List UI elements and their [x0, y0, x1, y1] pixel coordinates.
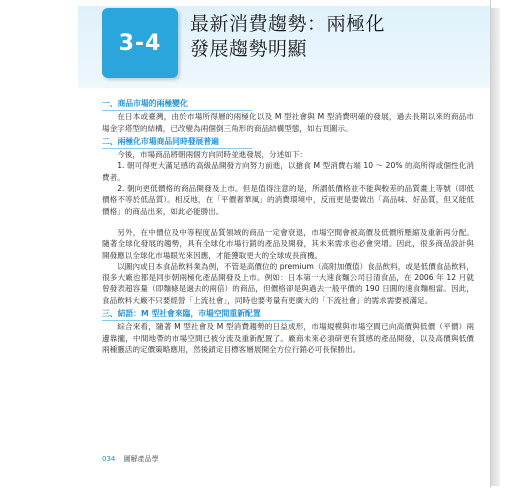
paragraph: 今後，市場商品將朝兩個方向同時並進發展，分述如下：	[117, 150, 308, 160]
list-item: 1. 朝可得更大滿足感的高級品開發方向努力前進，以搶食 M 型消費右端 10 ～ 20% 的高所得或個性化消費者。	[102, 161, 474, 182]
paragraph: 在日本或臺灣，由於市場所得層的兩極化以及 M 型社會與 M 型消費明確的發展，過去長期以來的商品市場金字塔型的結構，已改變為兩個倒三角形的商品結構型態，如右頁圖示。	[102, 112, 474, 133]
title-line-2: 發展趨勢明顯	[190, 38, 308, 60]
page-title	[190, 12, 480, 62]
section-heading-2: 二、兩極化市場商品同時發展普遍	[102, 136, 252, 149]
section-heading-1: 一、商品市場的兩極變化	[102, 98, 252, 111]
book-title: 圖解產品學	[123, 455, 159, 463]
title-line-1: 最新消費趨勢：兩極化	[190, 13, 386, 35]
book-edge-shadow	[490, 8, 500, 486]
paragraph: 以圖內或日本食品飲料業為例，不管是高價位的 premium（高附加價值）食品飲料，或是低價食品飲料，很多大廠也都是同步朝兩極化產品開發及上市。例如：日本第一大速食麵公司日清食品，在 2006 年 12 月就曾發表超容量（即麵條是過去的兩倍）的商品，但價格卻是與過去一般平價的 190 日圓的速食麵相當。因此，食品飲料大廠不只要經營「上流社會」，同時也要考量有更廣大的「下流社會」的需求需要被滿足。	[102, 261, 474, 305]
page-footer	[102, 454, 159, 464]
list-item: 2. 朝向更低價格的商品開發及上市。但是值得注意的是，所謂低價格並不能與較差的品質畫上等號（即低價格不等於低品質）。相反地，在「平價奢華風」的消費環境中，反而更是要做出「高品味、好品質，但又能低價格」的商品出來，如此必能勝出。	[102, 184, 474, 216]
section-heading-3: 三、結語：M 型社會來臨，市場空間重新配置	[102, 308, 292, 321]
page-number: 034	[102, 455, 116, 463]
paragraph: 綜合來看，隨著 M 型社會及 M 型消費趨勢的日益成形，市場規模與市場空間已向高價與低價（平價）兩邊靠攏，中間地帶的市場空間已被分流及重新配置了。廠商未來必須研更有質感的產品開發，以及高價與低價兩種靈活的定價策略應用，然後鎖定目標客層展開全方位行銷必可長保勝出。	[102, 322, 474, 354]
article-body	[102, 96, 474, 355]
paragraph-gap	[102, 217, 474, 227]
book-page	[78, 0, 491, 488]
chapter-number-badge: 3-4	[102, 8, 178, 78]
paragraph: 另外，在中價位及中等程度品質領域的商品一定會衰退，市場空間會被高價及低價所壓縮及重新再分配。隨著全球化發展的趨勢，具有全球化市場行銷的產品及開發，其未來需求也必會突增。因此，很多商品設計與開發應以全球化市場眼光來因應，才能獲取更大的全球成長商機。	[102, 227, 474, 260]
